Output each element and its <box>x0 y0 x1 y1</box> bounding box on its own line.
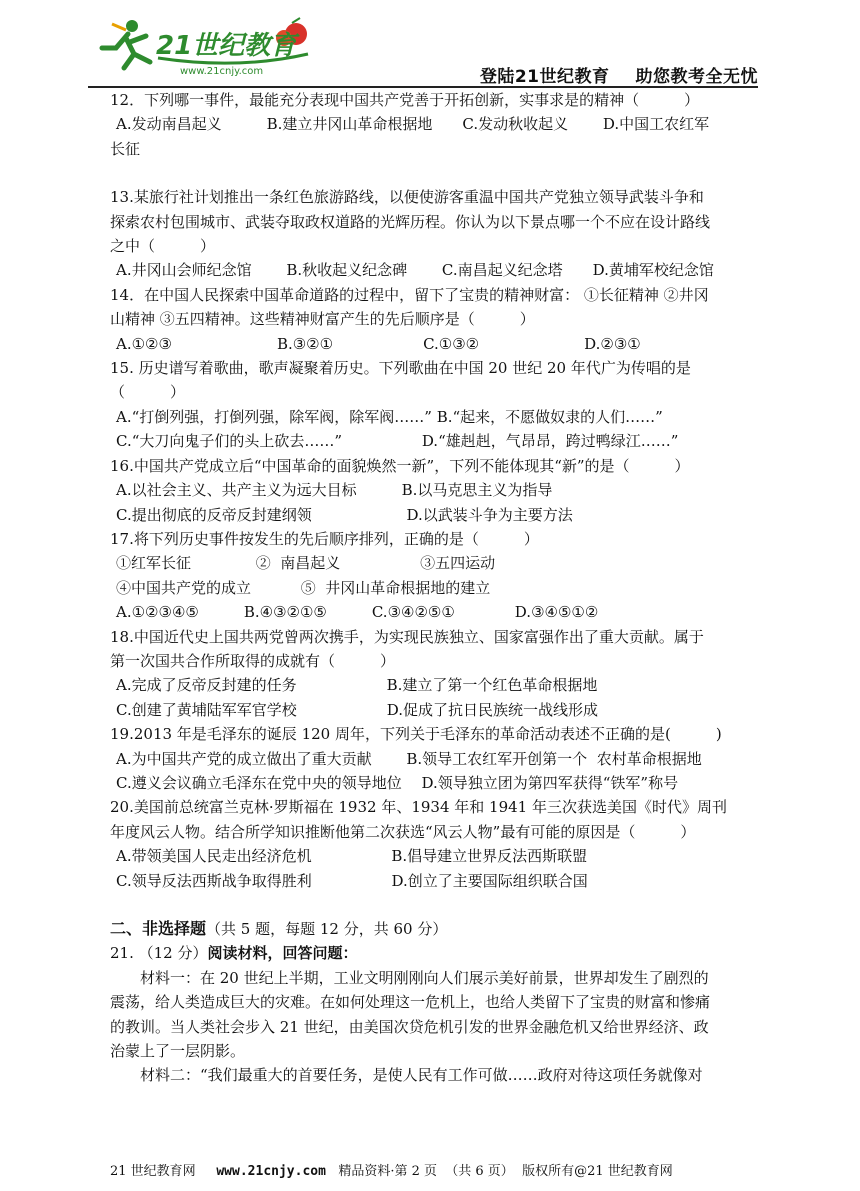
q14-options: A.①②③ B.③②① C.①③② D.②③① <box>116 334 641 353</box>
running-man-icon <box>102 20 150 68</box>
q13-stem-2: 探索农村包围城市、武装夺取政权道路的光辉历程。你认为以下景点哪一个不应在设计路线 <box>110 212 711 231</box>
q20-options-2: C.领导反法西斯战争取得胜利 D.创立了主要国际组织联合国 <box>116 871 588 890</box>
q18-stem-2: 第一次国共合作所取得的成就有（ ） <box>110 651 396 670</box>
q21-title: 阅读材料，回答问题： <box>207 944 358 963</box>
q14-stem-2: 山精神 ③五四精神。这些精神财富产生的先后顺序是（ ） <box>110 310 535 329</box>
q19-options-2: C.遵义会议确立毛泽东在党中央的领导地位 D.领导独立团为第四军获得“铁军”称号 <box>116 773 679 792</box>
section-title <box>110 917 760 941</box>
logo <box>88 14 318 80</box>
q21-number: 21. （12 分） <box>110 944 208 963</box>
q17-stem: 17.将下列历史事件按发生的先后顺序排列，正确的是（ ） <box>110 529 539 548</box>
q19-stem: 19.2013 年是毛泽东的诞辰 120 周年，下列关于毛泽东的革命活动表述不正确的是( ) <box>110 725 722 744</box>
q21-material1-1: 材料一：在 20 世纪上半期，工业文明刚刚向人们展示美好前景，世界却发生了剧烈的 <box>140 968 709 987</box>
section-title-text: 二、非选择题 <box>110 919 207 938</box>
q18-stem-1: 18.中国近代史上国共两党曾两次携手，为实现民族独立、国家富强作出了重大贡献。属于 <box>110 627 704 646</box>
q16-stem: 16.中国共产党成立后“中国革命的面貌焕然一新”，下列不能体现其“新”的是（ ） <box>110 456 690 475</box>
q21-material2-1: 材料二：“我们最重大的首要任务，是使人民有工作可做……政府对待这项任务就像对 <box>140 1066 703 1085</box>
q15-stem-2: （ ） <box>110 383 186 402</box>
q14-stem-1: 14．在中国人民探索中国革命道路的过程中，留下了宝贵的精神财富： ①长征精神 ②井冈 <box>110 285 709 304</box>
q20-options-1: A.带领美国人民走出经济危机 B.倡导建立世界反法西斯联盟 <box>116 847 588 866</box>
q17-items-2: ④中国共产党的成立 ⑤ 井冈山革命根据地的建立 <box>116 578 491 597</box>
q15-stem-1: 15. 历史谱写着歌曲，歌声凝聚着历史。下列歌曲在中国 20 世纪 20 年代广为传唱的是 <box>110 359 691 378</box>
q21-material1-3: 的教训。当人类社会步入 21 世纪，由美国次贷危机引发的世界金融危机又给世界经济、政 <box>110 1017 709 1036</box>
q21-material1-2: 震荡，给人类造成巨大的灾难。在如何处理这一危机上，也给人类留下了宝贵的财富和惨痛 <box>110 993 711 1012</box>
spacer <box>110 161 760 185</box>
footer-left: 21 世纪教育网 <box>110 1164 196 1179</box>
page-footer <box>110 1160 770 1179</box>
q19-options-1: A.为中国共产党的成立做出了重大贡献 B.领导工农红军开创第一个 农村革命根据地 <box>116 749 702 768</box>
page-header <box>88 14 758 87</box>
header-slogan <box>480 62 758 87</box>
q20-stem-1: 20.美国前总统富兰克林·罗斯福在 1932 年、1934 年和 1941 年三次获选美国《时代》周刊 <box>110 798 727 817</box>
q21-material1-4: 治蒙上了一层阴影。 <box>110 1042 246 1061</box>
q12-stem: 12．下列哪一事件，最能充分表现中国共产党善于开拓创新，实事求是的精神（ ） <box>110 91 700 109</box>
q12-options-cont: 长征 <box>110 139 141 158</box>
q18-options-1: A.完成了反帝反封建的任务 B.建立了第一个红色革命根据地 <box>116 676 598 695</box>
footer-site: www.21cnjy.com <box>216 1164 326 1179</box>
footer-right: 精品资料·第 2 页 （共 6 页） 版权所有@21 世纪教育网 <box>338 1164 673 1179</box>
q13-stem-1: 13.某旅行社计划推出一条红色旅游路线，以便使游客重温中国共产党独立领导武装斗争和 <box>110 188 704 207</box>
q16-options-1: A.以社会主义、共产主义为远大目标 B.以马克思主义为指导 <box>116 481 553 500</box>
q15-options-1: A.“打倒列强，打倒列强，除军阀，除军阀……” B.“起来，不愿做奴隶的人们……” <box>116 407 663 426</box>
slogan-right: 助您教考全无忧 <box>635 67 758 87</box>
section-note: （共 5 题，每题 12 分，共 60 分） <box>206 920 448 938</box>
q18-options-2: C.创建了黄埔陆军军官学校 D.促成了抗日民族统一战线形成 <box>116 700 598 719</box>
spacer <box>110 893 760 917</box>
q17-options: A.①②③④⑤ B.④③②①⑤ C.③④②⑤① D.③④⑤①② <box>116 603 599 622</box>
q13-stem-3: 之中（ ） <box>110 237 216 256</box>
q13-options: A.井冈山会师纪念馆 B.秋收起义纪念碑 C.南昌起义纪念塔 D.黄埔军校纪念馆 <box>116 261 714 280</box>
q15-options-2: C.“大刀向鬼子们的头上砍去……” D.“雄赳赳，气昂昂，跨过鸭绿江……” <box>116 432 679 451</box>
logo-url: www.21cnjy.com <box>180 66 264 77</box>
q12-options: A.发动南昌起义 B.建立井冈山革命根据地 C.发动秋收起义 D.中国工农红军 <box>116 115 710 134</box>
q17-items-1: ①红军长征 ② 南昌起义 ③五四运动 <box>116 554 496 573</box>
q20-stem-2: 年度风云人物。结合所学知识推断他第二次获选“风云人物”最有可能的原因是（ ） <box>110 822 696 841</box>
exam-content <box>110 88 760 1088</box>
slogan-left: 登陆21世纪教育 <box>479 67 610 87</box>
q21-heading <box>110 941 760 965</box>
logo-text: 21世纪教育 <box>156 31 297 61</box>
q16-options-2: C.提出彻底的反帝反封建纲领 D.以武装斗争为主要方法 <box>116 505 573 524</box>
